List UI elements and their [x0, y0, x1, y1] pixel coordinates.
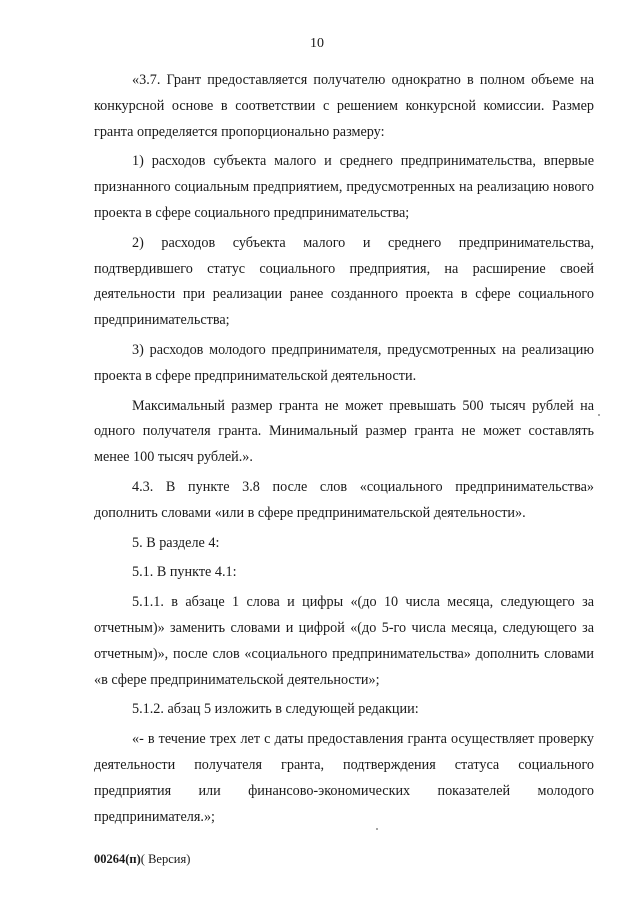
page-number: 10 [310, 36, 324, 51]
footer-version: ( Версия) [140, 852, 191, 866]
paragraph-item-2: 2) расходов субъекта малого и среднего предпринимательства, подтвердившего статус социального предприятия, на расширение своей деятельности при реализации ранее созданного проекта в сфере социального предпринимательства; [94, 234, 594, 329]
footer-document-code [94, 852, 190, 867]
document-body [94, 68, 594, 830]
paragraph-5-1-1: 5.1.1. в абзаце 1 слова и цифры «(до 10 числа месяца, следующего за отчетным)» заменить словами и цифрой «(до 5-го числа месяца, следующего за отчетным)», после слов «социального предпринимательства» дополнить словами «в сфере предпринимательской деятельности»; [94, 594, 594, 688]
paragraph-item-3: 3) расходов молодого предпринимателя, предусмотренных на реализацию проекта в сфере предпринимательской деятельности. [94, 341, 594, 384]
scan-speck [376, 828, 378, 830]
paragraph-section-5: 5. В разделе 4: [132, 534, 220, 551]
paragraph-item-1: 1) расходов субъекта малого и среднего предпринимательства, впервые признанного социальным предприятием, предусмотренных на реализацию нового проекта в сфере социального предпринимательства; [94, 153, 594, 221]
footer-code: 00264(п) [94, 852, 141, 866]
paragraph-3-7: «3.7. Грант предоставляется получателю однократно в полном объеме на конкурсной основе в соответствии с решением конкурсной комиссии. Размер гранта определяется пропорционально размеру: [94, 72, 594, 140]
paragraph-grant-limits: Максимальный размер гранта не может превышать 500 тысяч рублей на одного получателя гранта. Минимальный размер гранта не может составлять менее 100 тысяч рублей.». [94, 397, 594, 466]
paragraph-5-1-2: 5.1.2. абзац 5 изложить в следующей редакции: [132, 701, 419, 718]
paragraph-4-3: 4.3. В пункте 3.8 после слов «социального предпринимательства» дополнить словами «или в сфере предпринимательской деятельности». [94, 478, 594, 521]
paragraph-quote: «- в течение трех лет с даты предоставления гранта осуществляет проверку деятельности получателя гранта, подтверждения статуса социального предприятия или финансово-экономических показателей молодого предпринимателя.»; [94, 731, 594, 825]
scan-speck [598, 414, 600, 416]
paragraph-5-1: 5.1. В пункте 4.1: [132, 564, 237, 581]
